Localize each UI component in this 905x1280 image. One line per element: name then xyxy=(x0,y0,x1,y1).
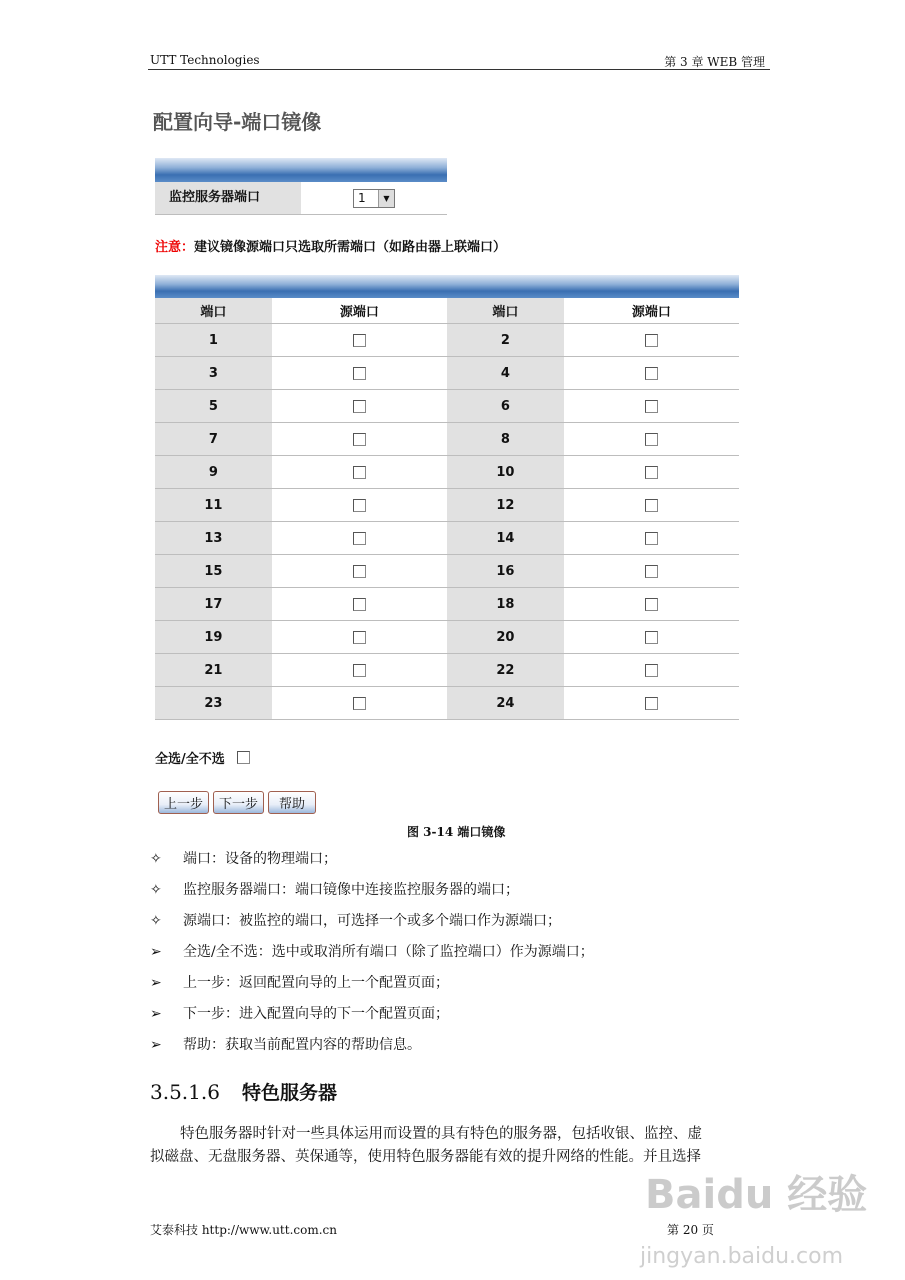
port-number: 23 xyxy=(155,687,272,720)
source-port-cell xyxy=(272,489,447,522)
bullet-icon: ➢ xyxy=(150,1006,162,1022)
port-number: 15 xyxy=(155,555,272,588)
bullet-text: 上一步：返回配置向导的上一个配置页面； xyxy=(183,975,449,991)
bullet-text: 帮助：获取当前配置内容的帮助信息。 xyxy=(183,1037,421,1053)
source-port-cell xyxy=(564,324,739,357)
port-number: 6 xyxy=(447,390,564,423)
panel-header-bar xyxy=(155,158,447,182)
source-port-checkbox[interactable] xyxy=(353,598,366,611)
source-port-cell xyxy=(272,456,447,489)
header-left: UTT Technologies xyxy=(150,53,260,67)
source-port-cell xyxy=(272,357,447,390)
source-port-cell xyxy=(564,357,739,390)
select-all xyxy=(155,748,250,767)
port-number: 17 xyxy=(155,588,272,621)
source-port-checkbox[interactable] xyxy=(645,367,658,380)
port-number: 24 xyxy=(447,687,564,720)
port-number: 5 xyxy=(155,390,272,423)
monitor-port-panel xyxy=(155,158,447,215)
source-port-checkbox[interactable] xyxy=(353,400,366,413)
bullet-text: 源端口：被监控的端口，可选择一个或多个端口作为源端口； xyxy=(183,913,561,929)
column-header: 源端口 xyxy=(272,298,447,324)
figure-caption: 图 3-14 端口镜像 xyxy=(407,825,506,839)
table-row xyxy=(155,687,739,720)
port-number: 12 xyxy=(447,489,564,522)
bullet-item xyxy=(150,910,561,930)
column-header: 源端口 xyxy=(564,298,739,324)
source-port-checkbox[interactable] xyxy=(645,433,658,446)
table-row xyxy=(155,390,739,423)
footer-left: 艾泰科技 http://www.utt.com.cn xyxy=(150,1223,337,1237)
bullet-text: 下一步：进入配置向导的下一个配置页面； xyxy=(183,1006,449,1022)
next-button[interactable]: 下一步 xyxy=(213,791,264,814)
source-port-checkbox[interactable] xyxy=(645,697,658,710)
select-all-checkbox[interactable] xyxy=(237,751,250,764)
bullet-icon: ✧ xyxy=(150,882,162,898)
section-heading xyxy=(150,1078,337,1105)
table-header-row xyxy=(155,298,739,324)
help-button[interactable]: 帮助 xyxy=(268,791,316,814)
port-table xyxy=(155,275,739,720)
bullet-text: 端口：设备的物理端口； xyxy=(183,851,337,867)
bullet-icon: ✧ xyxy=(150,851,162,867)
note xyxy=(155,236,506,255)
source-port-checkbox[interactable] xyxy=(645,499,658,512)
source-port-cell xyxy=(272,423,447,456)
source-port-checkbox[interactable] xyxy=(645,631,658,644)
table-row xyxy=(155,522,739,555)
source-port-checkbox[interactable] xyxy=(353,367,366,380)
source-port-checkbox[interactable] xyxy=(645,664,658,677)
chevron-down-icon[interactable]: ▼ xyxy=(378,190,394,207)
bullet-text: 监控服务器端口：端口镜像中连接监控服务器的端口； xyxy=(183,882,519,898)
port-number: 18 xyxy=(447,588,564,621)
source-port-cell xyxy=(564,390,739,423)
port-number: 13 xyxy=(155,522,272,555)
source-port-checkbox[interactable] xyxy=(353,697,366,710)
source-port-checkbox[interactable] xyxy=(353,664,366,677)
port-number: 11 xyxy=(155,489,272,522)
note-prefix: 注意： xyxy=(155,240,195,255)
bullet-item xyxy=(150,1034,421,1054)
selected-value: 1 xyxy=(358,190,366,205)
source-port-checkbox[interactable] xyxy=(353,565,366,578)
bullet-item xyxy=(150,941,594,961)
port-number: 8 xyxy=(447,423,564,456)
table-row xyxy=(155,621,739,654)
source-port-cell xyxy=(564,522,739,555)
source-port-cell xyxy=(272,687,447,720)
paragraph-line: 拟磁盘、无盘服务器、英保通等，使用特色服务器能有效的提升网络的性能。并且选择 xyxy=(150,1149,701,1165)
source-port-cell xyxy=(564,687,739,720)
port-number: 7 xyxy=(155,423,272,456)
port-number: 16 xyxy=(447,555,564,588)
baidu-watermark-url: jingyan.baidu.com xyxy=(640,1244,844,1269)
port-number: 20 xyxy=(447,621,564,654)
prev-button[interactable]: 上一步 xyxy=(158,791,209,814)
bullet-icon: ✧ xyxy=(150,913,162,929)
bullet-item xyxy=(150,972,449,992)
button-row xyxy=(158,791,320,814)
source-port-checkbox[interactable] xyxy=(645,466,658,479)
bullet-text: 全选/全不选：选中或取消所有端口（除了监控端口）作为源端口； xyxy=(183,944,594,960)
bullet-icon: ➢ xyxy=(150,1037,162,1053)
table-row xyxy=(155,357,739,390)
source-port-cell xyxy=(272,555,447,588)
bullet-item xyxy=(150,848,337,868)
source-port-checkbox[interactable] xyxy=(645,565,658,578)
source-port-checkbox[interactable] xyxy=(645,532,658,545)
port-number: 2 xyxy=(447,324,564,357)
port-number: 9 xyxy=(155,456,272,489)
source-port-checkbox[interactable] xyxy=(645,334,658,347)
source-port-cell xyxy=(272,522,447,555)
bullet-icon: ➢ xyxy=(150,944,162,960)
source-port-cell xyxy=(564,423,739,456)
port-number: 3 xyxy=(155,357,272,390)
source-port-checkbox[interactable] xyxy=(353,466,366,479)
bullet-icon: ➢ xyxy=(150,975,162,991)
bullet-item xyxy=(150,879,519,899)
port-number: 1 xyxy=(155,324,272,357)
baidu-watermark-logo: Baidu 经验 xyxy=(645,1172,868,1218)
source-port-cell xyxy=(272,621,447,654)
port-number: 21 xyxy=(155,654,272,687)
table-row xyxy=(155,423,739,456)
source-port-checkbox[interactable] xyxy=(645,598,658,611)
table-row xyxy=(155,489,739,522)
source-port-checkbox[interactable] xyxy=(645,400,658,413)
select-all-label: 全选/全不选 xyxy=(155,752,225,767)
source-port-cell xyxy=(564,621,739,654)
source-port-checkbox[interactable] xyxy=(353,499,366,512)
source-port-cell xyxy=(272,654,447,687)
port-number: 4 xyxy=(447,357,564,390)
port-number: 14 xyxy=(447,522,564,555)
column-header: 端口 xyxy=(447,298,564,324)
table-row xyxy=(155,324,739,357)
table-row xyxy=(155,555,739,588)
source-port-cell xyxy=(564,555,739,588)
footer-page-number: 第 20 页 xyxy=(667,1223,714,1237)
column-header: 端口 xyxy=(155,298,272,324)
port-number: 19 xyxy=(155,621,272,654)
bullet-item xyxy=(150,1003,449,1023)
source-port-cell xyxy=(272,588,447,621)
header-rule xyxy=(148,69,770,70)
source-port-cell xyxy=(564,489,739,522)
table-header-bar xyxy=(155,275,739,298)
source-port-cell xyxy=(564,654,739,687)
section-title: 特色服务器 xyxy=(241,1082,337,1104)
source-port-cell xyxy=(272,324,447,357)
section-number: 3.5.1.6 xyxy=(150,1080,220,1104)
table-row xyxy=(155,654,739,687)
note-text: 建议镜像源端口只选取所需端口（如路由器上联端口） xyxy=(194,240,507,255)
source-port-cell xyxy=(564,456,739,489)
source-port-checkbox[interactable] xyxy=(353,532,366,545)
source-port-checkbox[interactable] xyxy=(353,631,366,644)
port-number: 22 xyxy=(447,654,564,687)
table-row xyxy=(155,456,739,489)
paragraph-line: 特色服务器时针对一些具体运用而设置的具有特色的服务器，包括收银、监控、虚 xyxy=(180,1126,702,1142)
source-port-checkbox[interactable] xyxy=(353,334,366,347)
header-right: 第 3 章 WEB 管理 xyxy=(664,55,765,69)
source-port-cell xyxy=(564,588,739,621)
source-port-checkbox[interactable] xyxy=(353,433,366,446)
figure-title: 配置向导-端口镜像 xyxy=(153,110,322,134)
paragraph xyxy=(150,1123,770,1169)
monitor-port-label: 监控服务器端口 xyxy=(155,182,301,214)
monitor-port-select[interactable] xyxy=(353,189,395,208)
table-row xyxy=(155,588,739,621)
source-port-cell xyxy=(272,390,447,423)
port-number: 10 xyxy=(447,456,564,489)
